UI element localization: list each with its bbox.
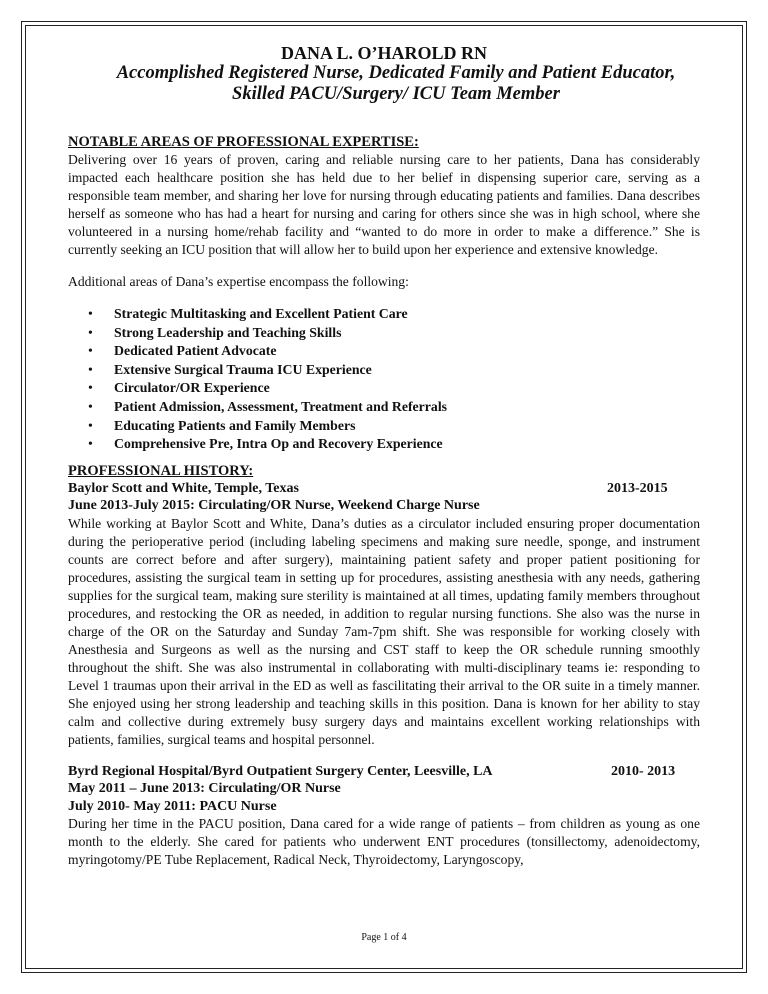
bullet-icon: • — [88, 417, 93, 433]
list-item: • Circulator/OR Experience — [68, 379, 700, 398]
job-role: May 2011 – June 2013: Circulating/OR Nurse — [68, 781, 341, 797]
list-item: • Comprehensive Pre, Intra Op and Recovery Experience — [68, 435, 700, 454]
job-years: 2010- 2013 — [611, 763, 676, 779]
expertise-summary: Delivering over 16 years of proven, caring and reliable nursing care to her patients, Dana has considerably impacted each healthcare position she has held due to her belief in dispensing superior care, serving as a responsible team member, and sharing her love for nursing through educating patients and families. Dana describes herself as someone who has had a heart for nursing and caring for others since she was in high school, where she volunteered in a nursing home/rehab facility and “wanted to do more in order to make a difference.” She is currently seeking an ICU position that will allow her to build upon her experience and extensive knowledge. — [68, 152, 700, 257]
candidate-name: DANA L. O’HAROLD RN — [280, 43, 487, 63]
bullet-icon: • — [88, 436, 93, 452]
resume-page — [68, 43, 700, 869]
list-item: • Dedicated Patient Advocate — [68, 342, 700, 361]
list-item: • Strategic Multitasking and Excellent Patient Care — [68, 305, 700, 324]
expertise-intro: Additional areas of Dana’s expertise encompass the following: — [68, 274, 409, 289]
page-number: Page 1 of 4 — [361, 932, 407, 943]
list-item: • Extensive Surgical Trauma ICU Experience — [68, 361, 700, 380]
bullet-icon: • — [88, 324, 93, 340]
job-description: While working at Baylor Scott and White, Dana’s duties as a circulator included ensuring proper documentation during the perioperative period (including labeling specimens and making sure needle, sponge, and instrument counts are correct before and after surgery), maintaining patient safety and proper patient positioning for procedures, assisting the surgical team in setting up for procedures, assisting anesthesia with any needs, gathering supplies for the surgical team, making sure sterility is maintained at all times, updating family members throughout procedures, and restocking the OR as needed, in addition to regular nursing functions. She also was the nurse in charge of the OR on the Saturday and Sunday 7am-7pm shift. She was responsible for working closely with Anesthesia and Surgeons as well as the nursing and CST staff to keep the OR schedule running smoothly throughout the shift. She was also instrumental in collaborating with multi-disciplinary teams ie: responding to Level 1 traumas upon their arrival in the ED as well as fascilitating their arrival to the OR suite in a timely manner. She enjoyed using her strong leadership and teaching skills in this position. Dana is known for her ability to stay calm and collective during extremely busy surgery days and maintains excellent working relationships with patients, families, surgical teams and hospital personnel. — [68, 515, 700, 747]
list-item: • Educating Patients and Family Members — [68, 417, 700, 436]
list-item: • Patient Admission, Assessment, Treatment and Referrals — [68, 398, 700, 417]
headline-line-2: Skilled PACU/Surgery/ ICU Team Member — [232, 84, 560, 104]
job-role: June 2013-July 2015: Circulating/OR Nurse, Weekend Charge Nurse — [68, 498, 480, 514]
history-heading: PROFESSIONAL HISTORY: — [68, 462, 254, 479]
job-employer: Byrd Regional Hospital/Byrd Outpatient Surgery Center, Leesville, LA 2010- 2013 — [68, 763, 676, 779]
list-item: • Strong Leadership and Teaching Skills — [68, 324, 700, 343]
job-description: During her time in the PACU position, Dana cared for a wide range of patients – from children as young as one month to the elderly. She cared for patients who underwent ENT procedures (tonsillectomy, adenoidectomy, myringotomy/PE Tube Replacement, Radical Neck, Thyroidectomy, Laryngoscopy, — [68, 816, 700, 868]
job-role: July 2010- May 2011: PACU Nurse — [68, 798, 277, 814]
bullet-icon: • — [88, 398, 93, 414]
bullet-icon: • — [88, 361, 93, 377]
bullet-icon: • — [88, 306, 93, 321]
expertise-heading: NOTABLE AREAS OF PROFESSIONAL EXPERTISE: — [68, 134, 419, 150]
job-years: 2013-2015 — [607, 480, 668, 496]
expertise-list — [68, 305, 700, 454]
bullet-icon: • — [88, 343, 93, 359]
bullet-icon: • — [88, 380, 93, 396]
job-employer: Baylor Scott and White, Temple, Texas 2013-2015 — [68, 480, 668, 496]
headline-line-1: Accomplished Registered Nurse, Dedicated Family and Patient Educator, — [116, 63, 676, 83]
